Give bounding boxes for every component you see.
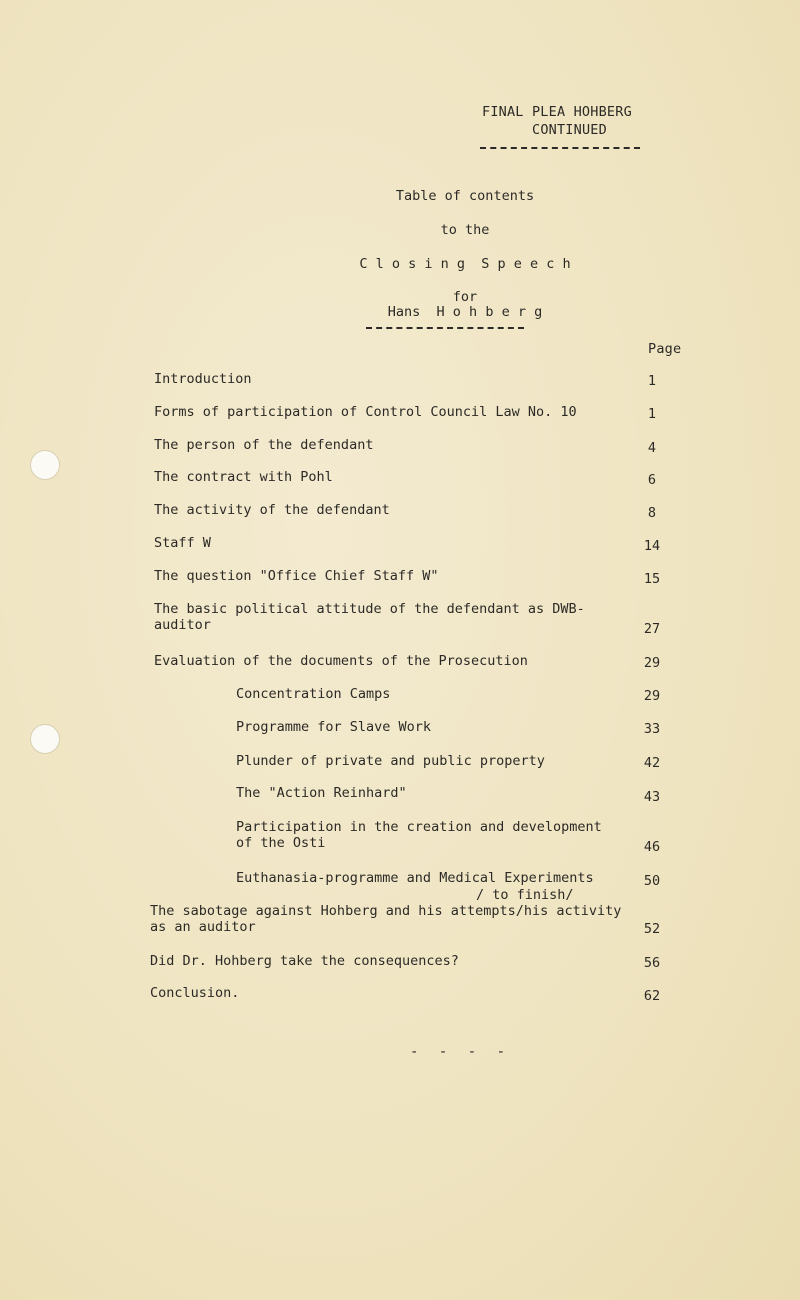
toc-entry: The person of the defendant (154, 437, 374, 453)
toc-page-number: 43 (643, 789, 661, 805)
toc-entry: Evaluation of the documents of the Prosecution (154, 653, 528, 669)
toc-page-number: 15 (643, 571, 661, 587)
toc-entry: Programme for Slave Work (236, 719, 432, 735)
toc-entry: Did Dr. Hohberg take the consequences? (150, 953, 459, 969)
toc-page-number: 46 (643, 839, 661, 855)
toc-entry: Concentration Camps (236, 686, 391, 702)
toc-page-number: 56 (643, 955, 661, 971)
toc-entry: The contract with Pohl (154, 469, 333, 485)
toc-page-number: 62 (643, 988, 661, 1004)
toc-entry: Euthanasia-programme and Medical Experiments (236, 870, 594, 886)
toc-entry: Forms of participation of Control Council Law No. 10 (154, 404, 577, 420)
toc-page-number: 8 (647, 505, 657, 521)
toc-entry: Participation in the creation and development of the Osti (236, 819, 602, 851)
toc-entry: The basic political attitude of the defendant as DWB- auditor (154, 601, 585, 633)
toc-entry: The question "Office Chief Staff W" (154, 568, 439, 584)
heading-line-3: C l o s i n g S p e e c h (359, 256, 571, 272)
page-column-label: Page (648, 341, 682, 357)
toc-page-number: 29 (643, 655, 661, 671)
toc-page-number: 14 (643, 538, 661, 554)
toc-entry: Introduction (154, 371, 252, 387)
toc-page-number: 50 (643, 873, 661, 889)
toc-page-number: 27 (643, 621, 661, 637)
punch-hole (30, 450, 60, 480)
toc-entry: Plunder of private and public property (236, 753, 545, 769)
toc-page-number: 4 (647, 440, 657, 456)
toc-entry: The "Action Reinhard" (236, 785, 407, 801)
toc-page-number: 29 (643, 688, 661, 704)
header-title: FINAL PLEA HOHBERG (482, 104, 632, 120)
heading-line-4: for (452, 289, 478, 305)
header-subtitle: CONTINUED (532, 122, 607, 138)
heading-line-1: Table of contents (395, 188, 535, 204)
toc-page-number: 42 (643, 755, 661, 771)
toc-entry: Conclusion. (150, 985, 240, 1001)
toc-entry: The sabotage against Hohberg and his attempts/his activity as an auditor (150, 903, 622, 935)
punch-hole (30, 724, 60, 754)
toc-page-number: 1 (647, 373, 657, 389)
toc-entry: The activity of the defendant (154, 502, 390, 518)
handwritten-insertion: / to finish/ (476, 887, 574, 903)
heading-line-2: to the (440, 222, 490, 238)
toc-page-number: 52 (643, 921, 661, 937)
heading-line-5: Hans H o h b e r g (387, 304, 543, 320)
toc-page-number: 33 (643, 721, 661, 737)
end-mark: - - - - (410, 1044, 512, 1060)
toc-page-number: 6 (647, 472, 657, 488)
header-rule (480, 147, 640, 149)
toc-entry: Staff W (154, 535, 211, 551)
toc-page-number: 1 (647, 406, 657, 422)
heading-rule (366, 327, 524, 329)
